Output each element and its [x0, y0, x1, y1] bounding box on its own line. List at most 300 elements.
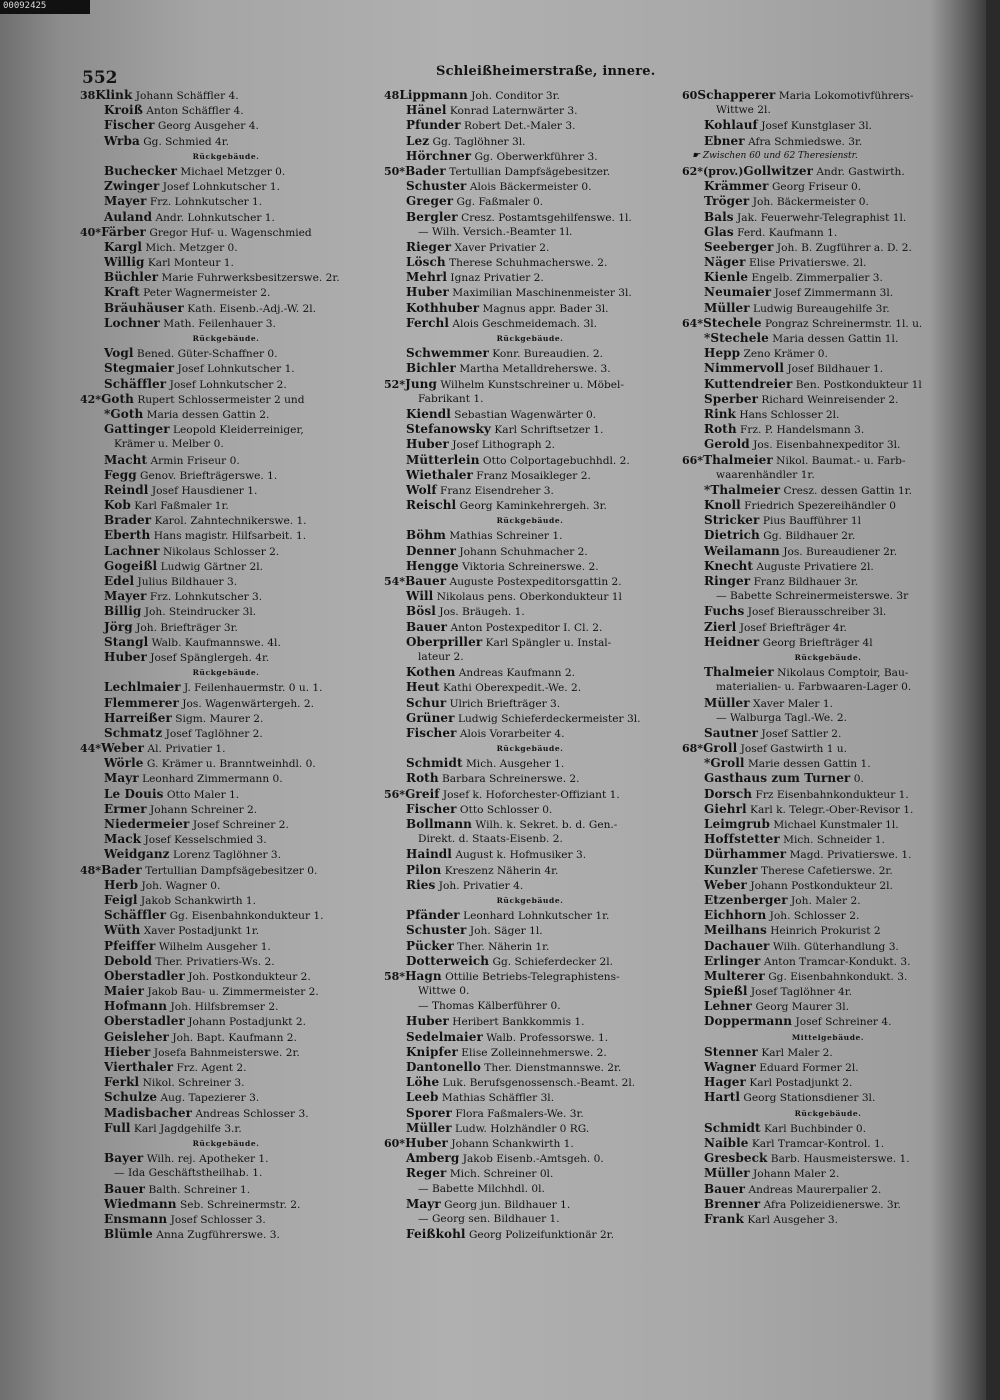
- resident-details: Balth. Schreiner 1.: [145, 1183, 251, 1196]
- resident-name: Löhe: [406, 1075, 440, 1090]
- resident-details: Joh. Säger 1l.: [466, 925, 543, 938]
- resident-name: Dorsch: [704, 786, 753, 801]
- directory-entry: [384, 407, 676, 422]
- resident-name: Leimgrub: [704, 817, 770, 831]
- resident-details: Kreszenz Näherin 4r.: [441, 864, 559, 877]
- resident-details: Pongraz Schreinermstr. 1l. u.: [761, 317, 923, 330]
- directory-entry: [682, 954, 974, 969]
- resident-name: *Thalmeier: [704, 482, 781, 497]
- directory-entry: [80, 802, 372, 817]
- resident-details: Josef Briefträger 4r.: [736, 621, 847, 634]
- directory-entry: [80, 711, 372, 726]
- resident-name: Weber: [704, 877, 747, 892]
- resident-details: Ferd. Kaufmann 1.: [733, 226, 838, 239]
- resident-name: Krämmer: [704, 179, 769, 194]
- resident-name: Ebner: [704, 133, 745, 148]
- resident-name: Huber: [406, 437, 449, 452]
- resident-details: Frz. P. Handelsmann 3.: [736, 424, 865, 437]
- directory-entry: [384, 817, 676, 832]
- directory-entry: [682, 1182, 974, 1197]
- directory-entry: [682, 741, 974, 756]
- resident-details: Leonhard Zimmermann 0.: [138, 773, 283, 786]
- resident-details: Jakob Bau- u. Zimmermeister 2.: [144, 986, 319, 999]
- directory-entry: [682, 453, 974, 468]
- resident-name: Bergler: [406, 209, 458, 224]
- resident-details: Mathias Schäffler 3l.: [438, 1092, 555, 1105]
- resident-details: Joh. Wagner 0.: [138, 879, 221, 892]
- resident-name: Frank: [704, 1211, 744, 1226]
- resident-name: Lehner: [704, 999, 753, 1014]
- directory-entry: [682, 1090, 974, 1105]
- directory-entry: [80, 574, 372, 589]
- directory-entry: [682, 620, 974, 635]
- directory-entry: [682, 544, 974, 559]
- resident-name: Groll: [703, 741, 738, 756]
- resident-name: Reischl: [406, 498, 457, 513]
- directory-entry: [682, 923, 974, 938]
- resident-details: Heribert Bankkommis 1.: [448, 1016, 585, 1029]
- directory-entry: [80, 88, 372, 103]
- directory-entry: [80, 1151, 372, 1166]
- resident-details: Anton Schäffler 4.: [142, 105, 244, 118]
- resident-name: Multerer: [704, 968, 765, 983]
- house-number: 64*: [682, 316, 704, 330]
- resident-details: Gg. Bildhauer 2r.: [759, 530, 856, 543]
- resident-details: Joh. Privatier 4.: [435, 879, 524, 892]
- resident-details: Gg. Faßmaler 0.: [453, 196, 544, 209]
- resident-details: Johann Schuhmacher 2.: [456, 545, 588, 558]
- resident-name: Jung: [405, 376, 437, 391]
- directory-entry: [80, 164, 372, 179]
- directory-entry: [682, 604, 974, 619]
- resident-name: Le Douis: [104, 786, 164, 801]
- directory-entry: [682, 1075, 974, 1090]
- resident-name: Sautner: [704, 725, 759, 740]
- resident-name: Schwemmer: [406, 346, 489, 361]
- resident-details: Andreas Maurerpalier 2.: [745, 1183, 882, 1196]
- directory-entry: [384, 240, 676, 255]
- resident-name: Edel: [104, 574, 135, 588]
- directory-entry: [384, 574, 676, 589]
- resident-name: Schur: [406, 695, 447, 710]
- resident-name: Sporer: [406, 1105, 452, 1120]
- directory-entry: [384, 756, 676, 771]
- resident-name: Kothen: [406, 665, 456, 680]
- directory-entry: [80, 468, 372, 483]
- resident-details: Jakob Eisenb.-Amtsgeh. 0.: [459, 1153, 604, 1166]
- directory-entry: [384, 346, 676, 361]
- directory-entry: [384, 316, 676, 331]
- directory-entry: [80, 817, 372, 832]
- resident-details: Kathi Oberexpedit.-We. 2.: [439, 682, 582, 695]
- directory-entry: [384, 711, 676, 726]
- directory-entry: [384, 270, 676, 285]
- resident-name: Bauer: [104, 1181, 146, 1196]
- resident-details: Franz Eisendreher 3.: [436, 484, 554, 497]
- directory-entry: [80, 604, 372, 619]
- directory-entry: [682, 437, 974, 452]
- resident-details: Georg Kaminkehrergeh. 3r.: [456, 500, 607, 513]
- directory-entry: [682, 771, 974, 786]
- resident-details: Gg. Schmied 4r.: [139, 135, 230, 148]
- resident-details: Ther. Dienstmannswe. 2r.: [480, 1062, 622, 1074]
- entry-continuation: waarenhändler 1r.: [716, 468, 815, 481]
- resident-details: Josef Schreiner 2.: [189, 819, 289, 831]
- resident-name: Dietrich: [704, 528, 760, 543]
- directory-entry: [682, 1060, 974, 1075]
- resident-details: Josef Zimmermann 3l.: [771, 287, 894, 300]
- resident-name: Tröger: [704, 194, 750, 209]
- resident-details: Josef Gastwirth 1 u.: [737, 743, 847, 756]
- resident-name: Thalmeier: [703, 452, 773, 467]
- section-heading: Rückgebäude.: [496, 334, 564, 343]
- resident-details: Martha Metalldreherswe. 3.: [455, 363, 611, 376]
- resident-name: Dürhammer: [704, 847, 787, 862]
- section-heading: Mittelgebäude.: [791, 1032, 865, 1042]
- resident-name: Debold: [104, 953, 152, 968]
- resident-name: Goth: [101, 391, 134, 406]
- resident-name: Brenner: [704, 1196, 761, 1211]
- directory-entry: [80, 528, 372, 543]
- resident-name: Mayer: [104, 589, 147, 604]
- resident-details: Franz Mosaikleger 2.: [472, 469, 591, 482]
- resident-details: Konr. Bureaudien. 2.: [488, 348, 603, 361]
- directory-entry: [384, 377, 676, 392]
- resident-details: Wilh. rej. Apotheker 1.: [143, 1153, 269, 1166]
- directory-entry: [384, 969, 676, 984]
- resident-name: Sperber: [704, 391, 759, 406]
- resident-name: Hörchner: [406, 148, 472, 163]
- resident-name: Stricker: [704, 513, 760, 528]
- resident-details: Jos. Bureaudiener 2r.: [779, 545, 898, 558]
- directory-entry: [384, 787, 676, 802]
- resident-details: Georg jun. Bildhauer 1.: [440, 1198, 571, 1211]
- directory-entry: [80, 1182, 372, 1197]
- resident-name: Geisleher: [104, 1029, 169, 1044]
- resident-details: Sebastian Wagenwärter 0.: [450, 408, 597, 421]
- resident-name: Mack: [104, 832, 142, 847]
- directory-entry: [384, 1106, 676, 1121]
- directory-entry: [80, 1090, 372, 1105]
- resident-details: Maria Lokomotivführers-: [775, 90, 914, 102]
- directory-entry: [384, 923, 676, 938]
- resident-details: Mich. Schreiner 0l.: [446, 1168, 554, 1181]
- resident-details: Georg Stationsdiener 3l.: [740, 1092, 876, 1105]
- resident-details: Nikol. Baumat.- u. Farb-: [772, 454, 906, 467]
- resident-name: Kargl: [104, 239, 142, 254]
- resident-details: Wilhelm Ausgeher 1.: [155, 940, 271, 953]
- directory-entry: [682, 164, 974, 179]
- resident-details: Elise Zolleinnehmerswe. 2.: [457, 1046, 607, 1059]
- resident-details: Josef Hausdiener 1.: [148, 484, 258, 497]
- section-heading: Rückgebäude.: [192, 334, 260, 343]
- directory-entry: [384, 255, 676, 270]
- resident-name: Lösch: [406, 255, 446, 270]
- resident-details: Xaver Privatier 2.: [451, 241, 550, 254]
- resident-name: Etzenberger: [704, 892, 788, 907]
- resident-details: Jak. Feuerwehr-Telegraphist 1l.: [733, 211, 907, 224]
- resident-details: Magd. Privatierswe. 1.: [786, 849, 912, 862]
- resident-name: Heidner: [704, 634, 760, 649]
- resident-name: Pfänder: [406, 908, 460, 923]
- resident-name: Stenner: [704, 1044, 758, 1059]
- resident-name: Fuchs: [704, 604, 745, 619]
- directory-entry: [682, 513, 974, 528]
- resident-details: Julius Bildhauer 3.: [134, 576, 238, 588]
- directory-entry: [80, 1106, 372, 1121]
- section-heading: Rückgebäude.: [496, 744, 564, 754]
- directory-entry: [682, 817, 974, 832]
- resident-name: Schuster: [406, 923, 467, 938]
- directory-entry: [80, 1045, 372, 1060]
- resident-details: Viktoria Schreinerswe. 2.: [458, 560, 599, 573]
- directory-entry: [384, 847, 676, 862]
- resident-details: Hans magistr. Hilfsarbeit. 1.: [150, 530, 307, 543]
- resident-details: Alois Geschmeidemach. 3l.: [449, 317, 598, 330]
- resident-details: Otto Schlosser 0.: [456, 803, 553, 816]
- resident-details: Pius Baufführer 1l: [759, 515, 861, 528]
- resident-name: Hager: [704, 1075, 746, 1090]
- house-number: 52*: [384, 377, 406, 391]
- directory-entry: [80, 1030, 372, 1045]
- resident-details: Josef Taglöhner 4r.: [747, 986, 852, 999]
- resident-name: Schmidt: [406, 756, 463, 771]
- directory-entry: [384, 620, 676, 635]
- resident-name: Vierthaler: [104, 1060, 174, 1074]
- resident-name: Willig: [104, 255, 145, 270]
- resident-name: Harreißer: [104, 710, 172, 725]
- resident-name: Müller: [406, 1120, 452, 1135]
- directory-entry: [682, 1121, 974, 1136]
- directory-entry: [80, 194, 372, 209]
- resident-details: Maximilian Maschinenmeister 3l.: [448, 287, 632, 300]
- directory-entry: [682, 498, 974, 513]
- directory-entry: [80, 999, 372, 1014]
- directory-entry: [682, 194, 974, 209]
- resident-name: Weber: [101, 741, 145, 756]
- resident-details: Tertullian Dampfsägebesitzer 0.: [141, 864, 318, 877]
- directory-entry: [80, 453, 372, 468]
- directory-entry: [682, 756, 974, 771]
- resident-details: Andr. Gastwirth.: [813, 165, 905, 178]
- resident-name: Roth: [704, 422, 737, 437]
- resident-details: Josef Lohnkutscher 2.: [166, 378, 287, 391]
- resident-details: Wilh. k. Sekret. b. d. Gen.-: [472, 819, 618, 831]
- directory-entry: [682, 893, 974, 908]
- resident-name: Nimmervoll: [704, 361, 784, 376]
- resident-name: Knoll: [704, 498, 741, 513]
- resident-details: Georg Maurer 3l.: [752, 1001, 850, 1014]
- resident-details: Jakob Schankwirth 1.: [137, 894, 257, 907]
- directory-entry: [384, 908, 676, 923]
- resident-details: Andr. Lohnkutscher 1.: [152, 211, 275, 224]
- resident-name: Fischer: [104, 118, 155, 133]
- entry-continuation: — Ida Geschäftstheilhab. 1.: [114, 1167, 263, 1180]
- resident-details: 0.: [850, 773, 864, 786]
- directory-entry: [80, 1014, 372, 1029]
- resident-details: Therese Cafetierswe. 2r.: [757, 864, 893, 877]
- directory-entry: [682, 331, 974, 346]
- resident-name: Jörg: [104, 619, 133, 634]
- resident-name: Bals: [704, 209, 734, 224]
- resident-name: Bauer: [405, 574, 447, 588]
- resident-details: Johann Schäffler 4.: [132, 90, 239, 102]
- directory-entry: [80, 832, 372, 847]
- directory-entry: [682, 574, 974, 589]
- directory-entry: [682, 726, 974, 741]
- resident-name: Schapperer: [697, 88, 776, 102]
- resident-name: Denner: [406, 543, 457, 558]
- resident-details: Gg. Oberwerkführer 3.: [471, 150, 598, 163]
- resident-name: Lechlmaier: [104, 680, 181, 695]
- directory-entry: [682, 210, 974, 225]
- resident-details: Ben. Postkondukteur 1l: [792, 378, 922, 391]
- resident-name: Hengge: [406, 558, 459, 573]
- resident-name: Stefanowsky: [406, 422, 491, 437]
- resident-name: Maier: [104, 984, 145, 999]
- resident-name: Heut: [406, 680, 440, 695]
- resident-details: Walb. Kaufmannswe. 4l.: [148, 636, 281, 649]
- directory-entry: [384, 1121, 676, 1136]
- resident-name: Flemmerer: [104, 695, 179, 710]
- resident-details: Joh. Conditor 3r.: [467, 90, 560, 102]
- resident-details: Auguste Postexpeditorsgattin 2.: [446, 576, 622, 588]
- directory-entry: [80, 407, 372, 422]
- directory-entry: [682, 346, 974, 361]
- entry-continuation: — Walburga Tagl.-We. 2.: [716, 711, 847, 724]
- resident-name: Gollwitzer: [743, 163, 813, 178]
- house-number: 60: [682, 89, 698, 102]
- directory-entry: [384, 544, 676, 559]
- resident-name: Bichler: [406, 361, 456, 376]
- directory-entry: [80, 422, 372, 437]
- directory-entry: [80, 255, 372, 270]
- house-number: 50*: [384, 164, 406, 178]
- resident-details: Joh. Steindrucker 3l.: [141, 606, 257, 619]
- directory-entry: [80, 1212, 372, 1227]
- directory-entry: [80, 969, 372, 984]
- directory-entry: [384, 194, 676, 209]
- directory-entry: [80, 893, 372, 908]
- resident-name: Knecht: [704, 558, 753, 573]
- directory-entry: [384, 103, 676, 118]
- resident-details: Xaver Postadjunkt 1r.: [140, 925, 260, 938]
- resident-details: August k. Hofmusiker 3.: [451, 849, 587, 862]
- resident-name: Mütterlein: [406, 452, 480, 467]
- directory-entry: [682, 1166, 974, 1181]
- resident-name: Grüner: [406, 710, 455, 725]
- resident-name: Seeberger: [704, 239, 774, 254]
- resident-details: Jos. Eisenbahnexpeditor 3l.: [749, 439, 901, 452]
- resident-name: Stangl: [104, 634, 149, 649]
- resident-name: *Goth: [104, 406, 144, 421]
- directory-entry: [80, 939, 372, 954]
- resident-details: Heinrich Prokurist 2: [766, 925, 881, 938]
- resident-details: Mich. Ausgeher 1.: [462, 758, 565, 771]
- resident-details: Ottilie Betriebs-Telegraphistens-: [441, 970, 620, 983]
- resident-details: Nikolaus Comptoir, Bau-: [773, 667, 909, 680]
- resident-details: Sigm. Maurer 2.: [171, 712, 264, 725]
- resident-details: Josef Sattler 2.: [758, 727, 842, 740]
- running-header: Schleißheimerstraße, innere.: [436, 64, 656, 79]
- resident-details: Karl k. Telegr.-Ober-Revisor 1.: [746, 803, 914, 816]
- resident-details: Afra Polizeidienerswe. 3r.: [760, 1198, 901, 1211]
- resident-name: Lachner: [104, 543, 160, 558]
- resident-details: Josef Schreiner 4.: [792, 1016, 892, 1029]
- directory-entry: [80, 954, 372, 969]
- entry-continuation: Direkt. d. Staats-Eisenb. 2.: [418, 833, 563, 846]
- resident-details: Ther. Näherin 1r.: [453, 940, 550, 953]
- resident-details: Gg. Eisenbahnkondukteur 1.: [166, 910, 324, 923]
- resident-details: Flora Faßmalers-We. 3r.: [451, 1107, 584, 1120]
- resident-details: Gg. Eisenbahnkondukt. 3.: [764, 970, 908, 983]
- resident-name: Huber: [104, 649, 147, 664]
- resident-details: Marie dessen Gattin 1.: [744, 758, 871, 771]
- directory-entry: [682, 361, 974, 376]
- directory-entry: [80, 1121, 372, 1136]
- resident-details: Gg. Schieferdecker 2l.: [489, 955, 613, 968]
- directory-entry: [682, 407, 974, 422]
- resident-name: Thalmeier: [704, 665, 774, 680]
- directory-entry: [384, 285, 676, 300]
- resident-name: Wiedmann: [104, 1196, 177, 1211]
- resident-name: Bauer: [704, 1181, 746, 1196]
- resident-details: Walb. Professorswe. 1.: [482, 1031, 609, 1044]
- directory-entry: [682, 863, 974, 878]
- house-number: 66*: [682, 453, 704, 467]
- resident-name: Weidganz: [104, 847, 170, 862]
- directory-entry: [80, 741, 372, 756]
- directory-entry: [682, 179, 974, 194]
- resident-name: Will: [406, 589, 434, 604]
- resident-name: Bollmann: [406, 817, 472, 831]
- resident-name: Greif: [405, 786, 440, 801]
- resident-details: Bened. Güter-Schaffner 0.: [133, 348, 278, 361]
- directory-column-1: [80, 88, 372, 1242]
- resident-details: Franz Bildhauer 3r.: [750, 576, 859, 588]
- directory-entry: [384, 559, 676, 574]
- resident-details: Ther. Privatiers-Ws. 2.: [152, 955, 275, 968]
- directory-entry: [682, 908, 974, 923]
- resident-details: Joh. Maler 2.: [787, 894, 861, 907]
- directory-entry: [384, 88, 676, 103]
- resident-name: Stegmaier: [104, 361, 175, 376]
- resident-details: Leopold Kleiderreiniger,: [169, 424, 304, 437]
- resident-name: Eichhorn: [704, 908, 767, 923]
- resident-details: Karl Faßmaler 1r.: [130, 500, 229, 513]
- directory-entry: [682, 787, 974, 802]
- resident-name: Spießl: [704, 984, 748, 999]
- resident-details: Karl Spängler u. Instal-: [482, 636, 612, 649]
- house-number: 38: [80, 89, 96, 102]
- directory-entry: [80, 771, 372, 786]
- resident-name: Schäffler: [104, 376, 167, 391]
- resident-name: Ries: [406, 877, 436, 892]
- resident-name: Wagner: [704, 1060, 756, 1074]
- resident-name: Kroiß: [104, 103, 143, 118]
- resident-name: Dantonello: [406, 1060, 481, 1074]
- directory-entry: [384, 1227, 676, 1242]
- resident-name: Macht: [104, 452, 148, 467]
- resident-details: Cresz. Postamtsgehilfenswe. 1l.: [457, 211, 632, 224]
- directory-entry: [80, 498, 372, 513]
- resident-details: Peter Wagnermeister 2.: [139, 287, 271, 300]
- resident-name: Schuster: [406, 179, 467, 194]
- resident-details: Cresz. dessen Gattin 1r.: [780, 484, 912, 497]
- resident-details: Therese Schuhmacherswe. 2.: [445, 257, 608, 270]
- resident-name: Mayr: [104, 771, 139, 786]
- resident-name: Bräuhäuser: [104, 300, 184, 315]
